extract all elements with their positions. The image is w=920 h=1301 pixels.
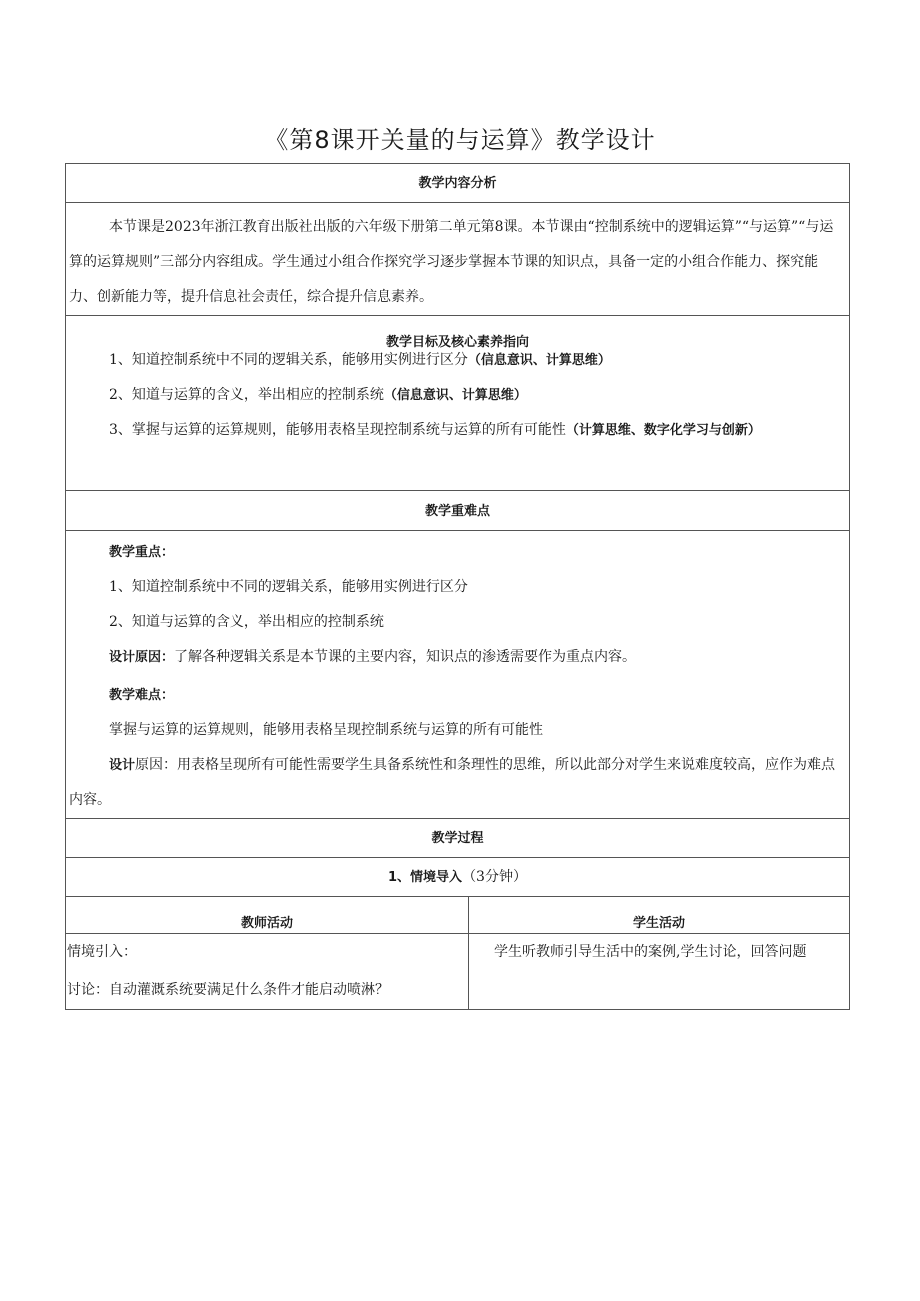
page-title: 《第8课开关量的与运算》教学设计	[264, 126, 656, 154]
process-header-row	[66, 819, 850, 858]
difficulty-label	[69, 678, 845, 713]
objective-3-text: 3、掌握与运算的运算规则，能够用表格呈现控制系统与运算的所有可能性	[109, 422, 566, 438]
objective-1-text: 1、知道控制系统中不同的逻辑关系，能够用实例进行区分	[109, 352, 468, 368]
difficulty-reason-label: 设计	[109, 758, 136, 773]
keypoints-header: 教学重难点	[425, 504, 491, 519]
objective-3-tag: （计算思维、数字化学习与创新）	[565, 423, 761, 438]
teacher-line-2: 讨论：自动灌溉系统要满足什么条件才能启动喷淋？	[67, 982, 389, 998]
process-header: 教学过程	[431, 831, 484, 846]
objective-1-tag: （信息意识、计算思维）	[467, 353, 611, 368]
activity-body-row	[66, 934, 850, 1010]
student-activity-text: 学生听教师引导生活中的案例,学生讨论，回答问题	[494, 944, 807, 960]
student-activity-header: 学生活动	[633, 916, 686, 931]
objectives-row	[66, 316, 850, 491]
activity-header-row	[66, 897, 850, 934]
focus-label	[69, 535, 845, 570]
stage-row	[66, 858, 850, 897]
stage-title-text: 1、情境导入	[388, 870, 463, 885]
focus-item-2: 2、知道与运算的含义，举出相应的控制系统	[109, 614, 384, 630]
objectives-header: 教学目标及核心素养指向	[386, 335, 530, 350]
teacher-activity-header: 教师活动	[240, 916, 293, 931]
objective-item-1	[69, 343, 845, 378]
objective-2-tag: （信息意识、计算思维）	[383, 388, 527, 403]
focus-label-text: 教学重点：	[109, 545, 175, 560]
analysis-body-row	[66, 203, 850, 316]
keypoints-header-row	[66, 491, 850, 531]
objective-2-text: 2、知道与运算的含义，举出相应的控制系统	[109, 387, 384, 403]
difficulty-reason-text: 原因：用表格呈现所有可能性需要学生具备系统性和条理性的思维，所以此部分对学生来说难度较高，应作为难点内容。	[69, 757, 836, 808]
analysis-header-row	[66, 164, 850, 203]
objective-item-2	[69, 378, 845, 413]
lesson-plan-table	[65, 163, 850, 1010]
analysis-header: 教学内容分析	[418, 176, 497, 191]
difficulty-label-text: 教学难点：	[109, 688, 175, 703]
stage-title	[66, 858, 849, 886]
teacher-line-1: 情境引入：	[67, 944, 137, 960]
analysis-text: 本节课是2023年浙江教育出版社出版的六年级下册第二单元第8课。本节课由“控制系统中的逻辑运算”“与运算”“与运算的运算规则”三部分内容组成。学生通过小组合作探究学习逐步掌握本节课的知识点，具备一定的小组合作能力、探究能力、创新能力等，提升信息社会责任，综合提升信息素养。	[69, 219, 834, 305]
stage-time: （3分钟）	[462, 869, 527, 885]
focus-item-1: 1、知道控制系统中不同的逻辑关系，能够用实例进行区分	[109, 579, 468, 595]
focus-reason-text: 了解各种逻辑关系是本节课的主要内容，知识点的渗透需要作为重点内容。	[174, 649, 637, 665]
difficulty-reason	[69, 748, 845, 818]
difficulty-item: 掌握与运算的运算规则，能够用表格呈现控制系统与运算的所有可能性	[109, 722, 543, 738]
focus-reason	[69, 640, 845, 675]
objective-item-3	[69, 413, 845, 448]
keypoints-body-row	[66, 531, 850, 819]
focus-reason-label: 设计原因：	[109, 650, 175, 665]
